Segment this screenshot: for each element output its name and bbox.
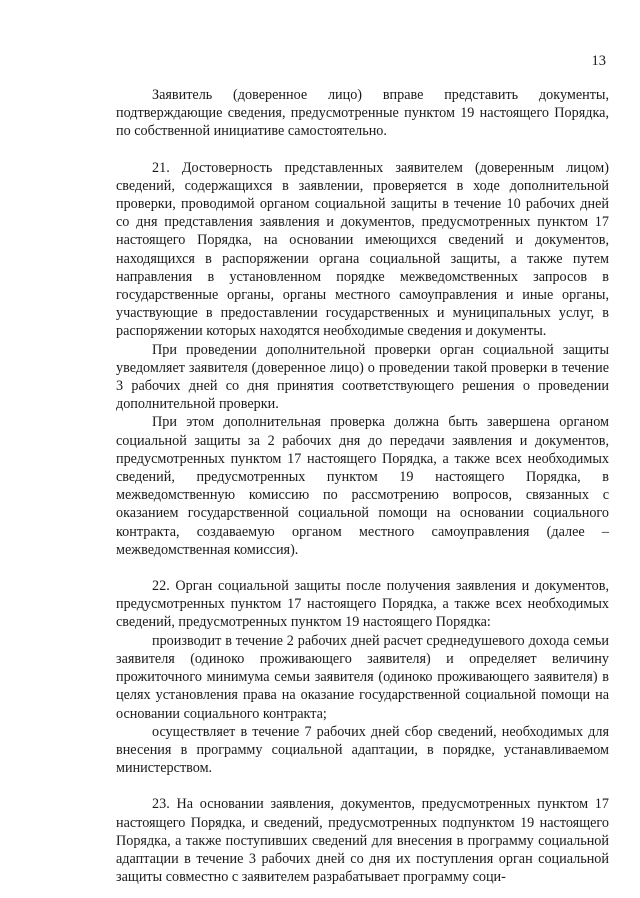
paragraph-applicant-documents: Заявитель (доверенное лицо) вправе представить документы, подтверждающие сведения, предусмотренные пунктом 19 настоящего Порядка, по собственной инициативе самостоятельно.	[116, 87, 609, 140]
paragraph-22-collection: осуществляет в течение 7 рабочих дней сбор сведений, необходимых для внесения в программу социальной адаптации, в порядке, устанавливаемом министерством.	[116, 723, 609, 777]
document-body	[116, 86, 609, 886]
paragraph-23: 23. На основании заявления, документов, предусмотренных пунктом 17 настоящего Порядка, и сведений, предусмотренных подпунктом 19 настоящего Порядка, а также поступивших сведений для внесения в программу социальной адаптации в течение 3 рабочих дней со дня их поступления орган социальной защиты совместно с заявителем разрабатывает программу соци-	[116, 796, 609, 886]
page-number: 13	[591, 53, 606, 69]
paragraph-22: 22. Орган социальной защиты после получения заявления и документов, предусмотренных пунктом 17 настоящего Порядка, а также всех необходимых сведений, предусмотренных пунктом 19 настоящего Порядка:	[116, 578, 609, 631]
paragraph-22-calculation: производит в течение 2 рабочих дней расчет среднедушевого дохода семьи заявителя (одиноко проживающего заявителя) и определяет величину прожиточного минимума семьи заявителя (одиноко проживающего заявителя) в целях установления права на оказание государственной социальной помощи на основании социального контракта;	[116, 632, 609, 722]
paragraph-21-completion: При этом дополнительная проверка должна быть завершена органом социальной защиты за 2 рабочих дня до передачи заявления и документов, предусмотренных пунктом 17 настоящего Порядка, а также всех необходимых сведений, предусмотренных пунктом 19 настоящего Порядка, в межведомственную комиссию по рассмотрению вопросов, связанных с оказанием государственной социальной помощи на основании социального контракта, создаваемую органом местного самоуправления (далее – межведомственная комиссия).	[116, 414, 609, 558]
paragraph-21: 21. Достоверность представленных заявителем (доверенным лицом) сведений, содержащихся в заявлении, проверяется в ходе дополнительной проверки, проводимой органом социальной защиты в течение 10 рабочих дней со дня представления заявления и документов, предусмотренных пунктом 17 настоящего Порядка, на основании имеющихся сведений и документов, находящихся в распоряжении органа социальной защиты, а также путем направления в установленном порядке межведомственных запросов в государственные органы, органы местного самоуправления и иные органы, участвующие в предоставлении государственных и муниципальных услуг, в распоряжении которых находятся необходимые сведения и документы.	[116, 159, 609, 340]
paragraph-21-notification: При проведении дополнительной проверки орган социальной защиты уведомляет заявителя (доверенное лицо) о проведении такой проверки в течение 3 рабочих дней со дня принятия соответствующего решения о проведении дополнительной проверки.	[116, 341, 609, 413]
